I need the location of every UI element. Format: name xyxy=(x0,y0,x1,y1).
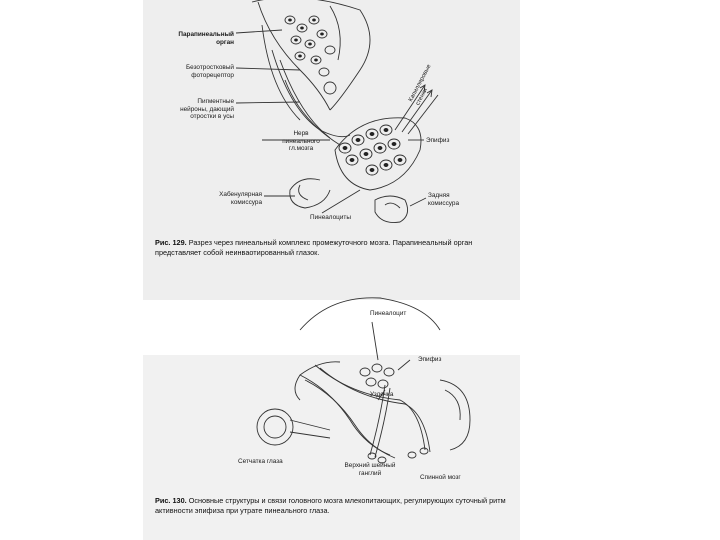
label-retina: Сетчатка глаза xyxy=(238,458,283,465)
pinealocyte-cells xyxy=(360,364,394,388)
label-pinealocytes: Пинеалоциты xyxy=(310,214,351,221)
label-pinealocyte: Пинеалоцит xyxy=(370,310,407,317)
caption-129-text: Разрез через пинеальный комплекс промежуточного мозга. Парапинеальный орган представляет собой неинваотированный глазок. xyxy=(155,238,473,257)
label-parapineal-organ: Парапинеальный орган xyxy=(178,31,234,46)
caption-130-text: Основные структуры и связи головного мозга млекопитающих, регулирующих суточный ритм активности эпифиза при утрате пинеального глаза. xyxy=(155,496,506,515)
caption-130-number: Рис. 130. xyxy=(155,496,187,505)
caption-129-number: Рис. 129. xyxy=(155,238,187,247)
label-vertical-text: Капилляровые стенки xyxy=(408,63,433,107)
label-epiphysis-130: Эпифиз xyxy=(418,356,442,363)
label-leash: Уздечка xyxy=(370,391,394,398)
label-posterior-commissure: Задняя комиссура xyxy=(428,192,460,207)
label-epiphysis: Эпифиз xyxy=(426,137,450,144)
label-nerves: Нерв пинеального гл.мозга xyxy=(282,130,320,152)
label-pigment-neurons: Пигментные нейроны, дающий отростки в усы xyxy=(180,98,234,120)
label-spinal-cord: Спинной мозг xyxy=(420,474,461,481)
eye xyxy=(257,409,293,445)
caption-figure-129 xyxy=(155,238,515,258)
caption-figure-130 xyxy=(155,496,515,516)
label-habenular-commissure: Хабенулярная комиссура xyxy=(219,191,262,206)
label-cervical-ganglion: Верхний шейный ганглий xyxy=(344,462,396,477)
label-photoreceptor: Безотростковый фоторецептор xyxy=(185,64,234,79)
